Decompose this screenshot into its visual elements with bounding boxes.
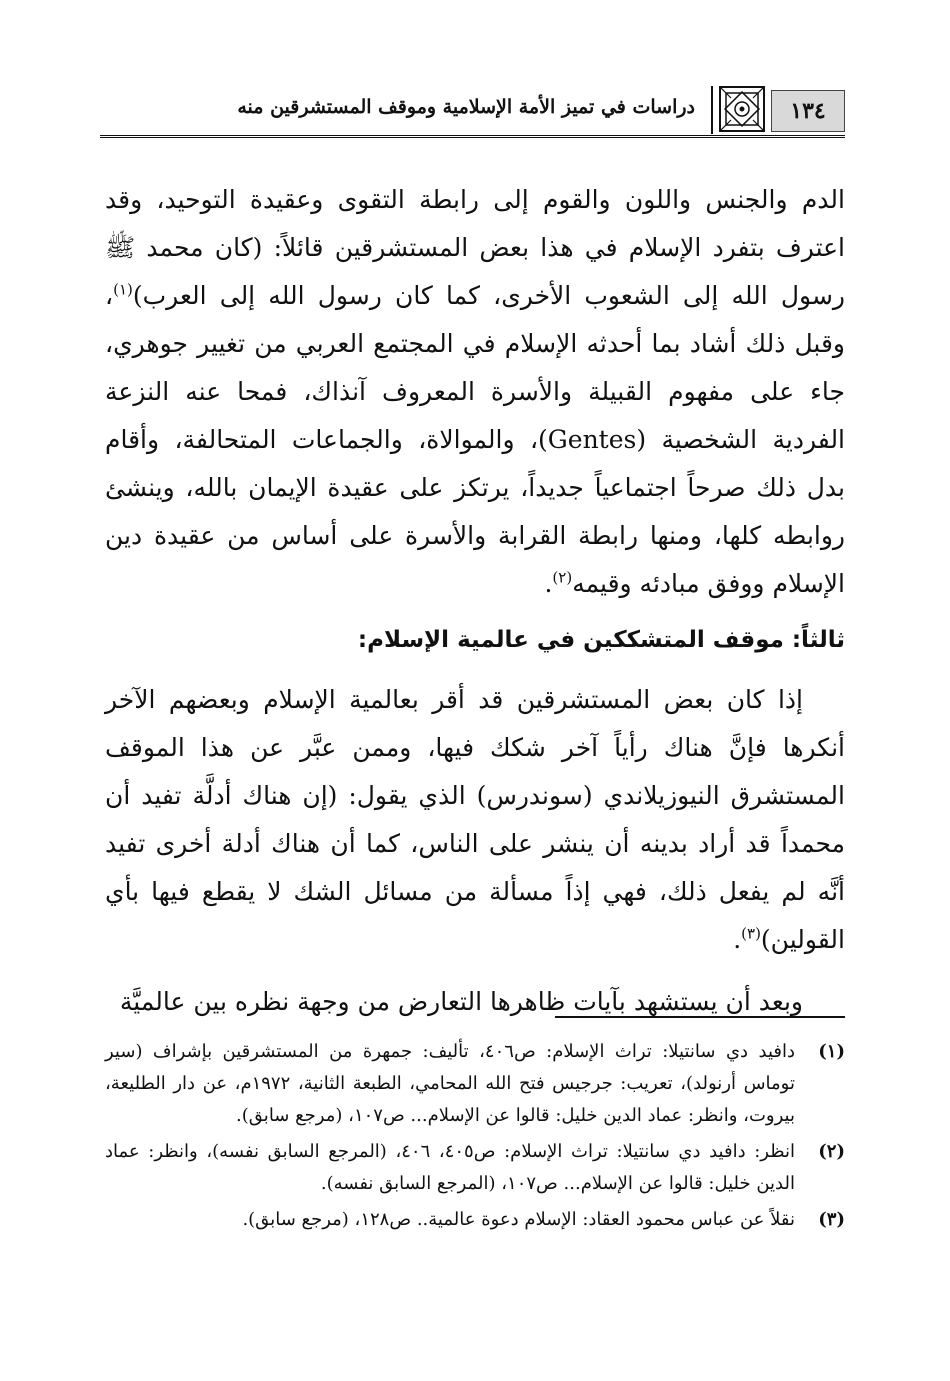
- page-number: ١٣٤: [771, 90, 845, 132]
- paragraph-2-text-b: .: [733, 925, 742, 954]
- footnote-ref-2: (٢): [552, 568, 573, 587]
- footnote-text: دافيد دي سانتيلا: تراث الإسلام: ص٤٠٦، تأليف: جمهرة من المستشرقين بإشراف (سير توماس أرنولد)، تعريب: جرجيس فتح الله المحامي، الطبعة الثانية، ١٩٧٢م، عن دار الطليعة، بيروت، وانظر: عماد الدين خليل: قالوا عن الإسلام... ص١٠٧، (مرجع سابق).: [105, 1041, 796, 1126]
- footnote-number: (٣): [818, 1209, 845, 1230]
- header-rule: [100, 135, 845, 138]
- paragraph-1-text-c: .: [544, 569, 553, 598]
- footnotes: [105, 1036, 845, 1240]
- footnote-text: انظر: دافيد دي سانتيلا: تراث الإسلام: ص٤٠٥، ٤٠٦، (المرجع السابق نفسه)، وانظر: عماد الدين خليل: قالوا عن الإسلام... ص١٠٧، (المرجع السابق نفسه).: [105, 1141, 796, 1194]
- paragraph-1-text-a: الدم والجنس واللون والقوم إلى رابطة التقوى وعقيدة التوحيد، وقد اعترف بتفرد الإسلام في هذا بعض المستشرقين قائلاً: (كان محمد ﷺ رسول الله إلى الشعوب الأخرى، كما كان رسول الله إلى العرب): [105, 185, 845, 310]
- footnote-number: (٢): [818, 1141, 845, 1162]
- footnote-ref-1: (١): [113, 280, 133, 299]
- paragraph-1: [105, 176, 845, 608]
- footnote-number: (١): [818, 1041, 845, 1062]
- section-heading: ثالثاً: موقف المتشككين في عالمية الإسلام:: [357, 627, 845, 653]
- ornament-icon: [719, 86, 765, 132]
- footnote-2: [105, 1136, 845, 1200]
- paragraph-3: وبعد أن يستشهد بآيات ظاهرها التعارض من وجهة نظره بين عالميَّة: [119, 987, 803, 1016]
- running-title: دراسات في تميز الأمة الإسلامية وموقف المستشرقين منه: [237, 96, 695, 118]
- paragraph-1-text-b: ، وقبل ذلك أشاد بما أحدثه الإسلام في المجتمع العربي من تغيير جوهري، جاء على مفهوم القبيلة والأسرة المعروف آنذاك، فمحا عنه النزعة الفردية الشخصية (Gentes)، والموالاة، والجماعات المتحالفة، وأقام بدل ذلك صرحاً اجتماعياً جديداً، يرتكز على عقيدة الإيمان بالله، وينشئ روابطه كلها، ومنها رابطة القرابة والأسرة على أساس من عقيدة دين الإسلام ووفق مبادئه وقيمه: [105, 281, 846, 598]
- paragraph-2: [105, 676, 845, 964]
- footnote-ref-3: (٣): [741, 924, 761, 943]
- footnote-3: [105, 1204, 845, 1236]
- paragraph-2-text-a: إذا كان بعض المستشرقين قد أقر بعالمية الإسلام وبعضهم الآخر أنكرها فإنَّ هناك رأياً آخر شكك فيها، وممن عبَّر عن هذا الموقف المستشرق النيوزيلاندي (سوندرس) الذي يقول: (إن هناك أدلَّة تفيد أن محمداً قد أراد بدينه أن ينشر على الناس، كما أن هناك أدلة أخرى تفيد أنَّه لم يفعل ذلك، فهي إذاً مسألة من مسائل الشك لا يقطع فيها بأي القولين): [105, 685, 845, 954]
- main-text: [105, 176, 845, 1026]
- header-divider: [711, 86, 713, 134]
- paragraph-gap: [105, 964, 845, 978]
- footnote-text: نقلاً عن عباس محمود العقاد: الإسلام دعوة عالمية.. ص١٢٨، (مرجع سابق).: [242, 1209, 795, 1230]
- footnote-separator: [555, 1016, 845, 1018]
- page-header: [100, 84, 845, 138]
- footnote-1: [105, 1036, 845, 1132]
